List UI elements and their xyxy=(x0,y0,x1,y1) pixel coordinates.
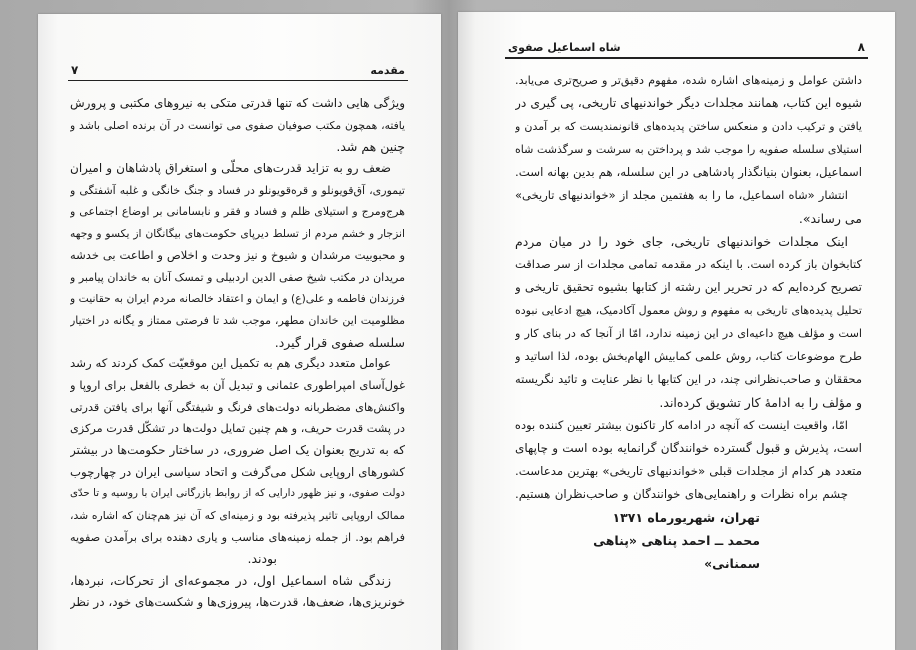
text-line: زندگی شاه اسماعیل اول، در مجموعه‌ای از تحرکات، نبردها، xyxy=(70,573,391,589)
page-number: ۸ xyxy=(857,40,865,54)
page-header xyxy=(68,61,408,81)
text-line: تحلیل پدیده‌های تاریخی به مفهوم و روش معمول آکادمیک، هیچ ادعایی نبوده xyxy=(515,304,862,317)
text-line: مظلومیت این خاندان مطهر، موجب شد تا فرصتی ممتاز و یگانه در اختیار xyxy=(70,313,405,327)
text-line: بودند. xyxy=(247,551,277,567)
text-line: چشم براه نظرات و راهنمایی‌های خوانندگان و صاحب‌نظران هستیم. xyxy=(515,487,848,501)
text-line: تیموری، آق‌قویونلو و قره‌قویونلو در فساد و جنگ خانگی و غلبه آشفتگی و xyxy=(70,183,405,197)
text-line: می رساند». xyxy=(798,211,862,226)
text-line: استیلای سلسله صفویه را موجب شد و پرداختن به سرشت و سرگذشت شاه xyxy=(515,143,862,156)
text-line: فراهم بود. از جمله زمینه‌های مناسب و یاری دهنده برای برآمدن صفویه xyxy=(70,530,405,544)
text-line: سلسله صفوی قرار گیرد. xyxy=(274,334,405,350)
text-line: که به تدریج بعنوان یک اصل ضروری، در ساختار حکومت‌ها در بیشتر xyxy=(70,443,405,457)
running-title: شاه اسماعیل صفوی xyxy=(508,40,621,54)
right-page xyxy=(458,12,895,650)
running-title: مقدمه xyxy=(370,63,405,77)
text-line: است و مؤلف هیچ داعیه‌ای در این زمینه ندارد، امّا از آنجا که در بنای کار و xyxy=(515,327,862,340)
text-line: است، پذیرش و قبول گسترده خوانندگان گرانمایه بوده است و چاپهای xyxy=(515,441,862,455)
text-line: طرح موضوعات کتاب، روش علمی کمابیش الهام‌بخش بوده، لذا اساتید و xyxy=(515,349,862,363)
page-body-text xyxy=(70,93,405,614)
text-line: ویژگی هایی داشت که تنها قدرتی متکی به نیروهای مکتبی و پرورش xyxy=(70,96,405,110)
text-line: در پشت قدرت حریف، و هم چنین تمایل دولت‌ها در تشکّل قدرت مرکزی xyxy=(70,422,405,436)
text-line: تصریح کرده‌ایم که در تحریر این رشته از کتابها بشیوه تحقیق تاریخی و xyxy=(515,280,862,294)
page-header xyxy=(505,38,868,59)
text-line: خونریزی‌ها، ضعف‌ها، قدرت‌ها، پیروزی‌ها و شکست‌های خود، در نظر xyxy=(70,594,405,609)
text-line: مریدان در مکتب شیخ صفی الدین اردبیلی و تمسک آنان به خاندان پیامبر و xyxy=(70,270,405,284)
text-line: محققان و صاحب‌نظرانی چند، در این کتابها با نظر عنایت و تائید نگریسته xyxy=(515,372,862,386)
text-line: و محبوبیت مرشدان و شیوخ و نیز وحدت و اخلاص و اطاعت بی خدشه xyxy=(70,247,405,262)
text-line: انتشار «شاه اسماعیل، ما را به هفتمین مجلد از «خواندنیهای تاریخی» xyxy=(515,188,848,202)
text-line: متعدد هر کدام از مجلدات قبلی «خواندنیهای تاریخی» بهترین مدعاست. xyxy=(515,464,862,478)
text-line: هرج‌ومرج و استیلای ظلم و فساد و فقر و نابسامانی بر اوضاع اجتماعی و xyxy=(70,205,405,219)
page-body-text xyxy=(515,69,862,575)
text-line: دولت صفوی، و نیز ظهور دارایی که از روابط بازرگانی ایران با روسیه و تا حدّی xyxy=(70,487,405,500)
text-line: کشورهای اروپایی شکل می‌گرفت و اتحاد سیاسی ایران در چهارچوب xyxy=(70,464,405,479)
left-page xyxy=(38,14,441,650)
text-line: فرزندان فاطمه و علی(ع) و ایمان و اعتقاد خالصانه مردم ایران به حقانیت و xyxy=(70,292,405,306)
text-line: داشتن عوامل و زمینه‌های اشاره شده، مفهوم دقیق‌تر و صریح‌تری می‌یابد. xyxy=(515,74,862,87)
text-line: عوامل متعدد دیگری هم به تکمیل این موقعیّت کمک کردند که رشد xyxy=(70,356,391,371)
text-line: واکنش‌های مضطربانه دولت‌های فرنگ و شیفتگی آنها برای یافتن قدرتی xyxy=(70,400,405,414)
text-line: یافته، همچون مکتب صوفیان صفوی می توانست در آن برنده اصلی باشد و xyxy=(70,118,405,132)
text-line: چنین هم شد. xyxy=(336,139,405,155)
page-number: ۷ xyxy=(71,63,79,77)
signature-author-continued: سمنانی» xyxy=(704,556,760,571)
text-line: یافتن و ترکیب دادن و منعکس ساختن پدیده‌های قانونمندیست که بر آمدن و xyxy=(515,120,862,133)
text-line: اسماعیل، بعنوان بنیانگذار پادشاهی در این سلسله، هم بدین بهانه است. xyxy=(515,165,862,179)
text-line: غول‌آسای امپراطوری عثمانی و تبدیل آن به خطری بالفعل برای اروپا و xyxy=(70,377,405,392)
signature-place-date: تهران، شهریورماه ۱۳۷۱ xyxy=(612,510,760,525)
text-line: و مؤلف را به ادامهٔ کار تشویق کرده‌اند. xyxy=(659,395,862,410)
signature-author: محمد ــ احمد پناهی «پناهی xyxy=(593,533,760,548)
text-line: ضعف رو به تزاید قدرت‌های محلّی و استغراق پادشاهان و امیران xyxy=(70,161,391,176)
text-line: شیوه این کتاب، همانند مجلدات دیگر خواندنیهای تاریخی، پی گیری در xyxy=(515,96,862,110)
text-line: کتابخوان باز کرده است. با اینکه در مقدمه تمامی مجلدات از سر صداقت xyxy=(515,257,862,271)
text-line: امّا، واقعیت اینست که آنچه در ادامه کار تاکنون بیشتر تعیین کننده بوده xyxy=(515,418,848,432)
text-line: ممالک اروپایی تاثیر پذیرفته بود و زمینه‌ای که آن نیز هم‌چنان که اشاره شد، xyxy=(70,509,405,523)
text-line: اینک مجلدات خواندنیهای تاریخی، جای خود را در میان مردم xyxy=(515,234,848,249)
text-line: انزجار و خشم مردم از تسلط دیرپای حکومت‌های بیگانگان از یکسو و وجهه xyxy=(70,227,405,241)
